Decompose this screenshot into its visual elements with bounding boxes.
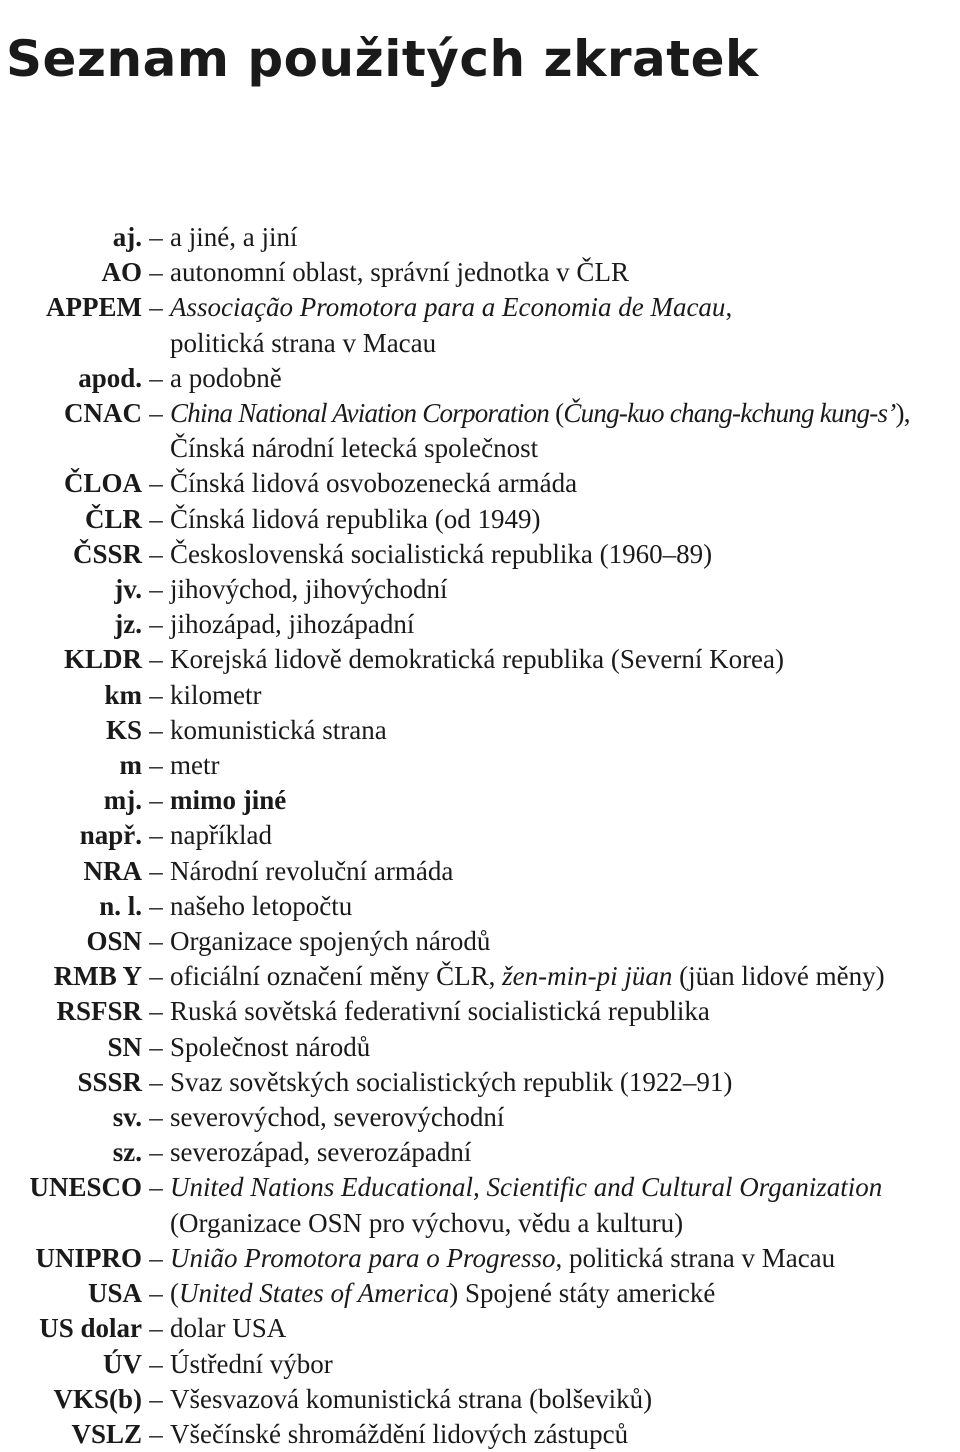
abbreviation-definition: autonomní oblast, správní jednotka v ČLR [170,257,629,288]
abbreviation-definition: a podobně [170,362,282,393]
abbreviation-separator: – [149,1102,163,1133]
abbreviation-definition: Československá socialistická republika (1960–89) [170,538,713,569]
abbreviation-entry [0,1347,960,1382]
abbreviation-entry [0,959,960,994]
abbreviation-entry [0,607,960,642]
abbreviation-definition: Ústřední výbor [170,1348,333,1379]
abbreviation-separator: – [149,1383,163,1414]
abbreviation-entry [0,466,960,501]
abbreviation-entry [0,1276,960,1311]
abbreviation-separator: – [149,1278,163,1309]
definition-continuation: (Organizace OSN pro výchovu, vědu a kulturu) [170,1207,684,1238]
abbreviation-entry [0,396,960,466]
abbreviation-definition: jihovýchod, jihovýchodní [170,574,448,605]
abbreviation-term: km [104,679,142,710]
abbreviation-definition: Organizace spojených národů [170,926,491,957]
abbreviation-separator: – [149,257,163,288]
abbreviation-definition: a jiné, a jiní [170,222,298,252]
abbreviation-entry [0,1100,960,1135]
abbreviation-term: VSLZ [71,1418,142,1449]
abbreviation-definition: Čínská lidová republika (od 1949) [170,503,541,534]
abbreviation-separator: – [149,961,163,992]
abbreviation-entry [0,572,960,607]
abbreviation-term: AO [101,257,142,288]
abbreviation-entry [0,994,960,1029]
abbreviation-entry [0,889,960,924]
abbreviation-separator: – [149,714,163,745]
abbreviation-term: KS [105,714,142,745]
page-title: Seznam použitých zkratek [6,30,759,88]
abbreviation-term: sz. [112,1137,142,1168]
abbreviation-definition [170,959,960,994]
abbreviation-definition: například [170,820,272,851]
abbreviation-separator: – [149,362,163,393]
abbreviation-definition [170,1241,960,1276]
abbreviation-term: CNAC [64,398,142,429]
abbreviation-separator: – [149,679,163,710]
abbreviation-entry [0,290,960,360]
abbreviation-definition: kilometr [170,679,262,710]
abbreviation-term: RMB Y [53,961,142,992]
abbreviation-term: RSFSR [56,996,142,1027]
abbreviation-separator: – [149,890,163,921]
abbreviation-separator: – [149,503,163,534]
abbreviation-entry [0,854,960,889]
abbreviation-separator: – [149,398,163,429]
abbreviation-entry [0,1311,960,1346]
abbreviation-definition: Čínská lidová osvobozenecká armáda [170,468,578,499]
abbreviation-definition: Společnost národů [170,1031,371,1062]
abbreviation-term: aj. [112,222,142,252]
abbreviation-entry [0,783,960,818]
abbreviation-entry [0,220,960,255]
abbreviation-definition: komunistická strana [170,714,387,745]
abbreviation-entry [0,502,960,537]
definition-continuation: politická strana v Macau [170,327,437,358]
definition-fragment: oficiální označení měny ČLR, [170,961,503,992]
abbreviation-entry [0,924,960,959]
abbreviation-entry [0,818,960,853]
abbreviation-list [0,220,960,1452]
abbreviation-separator: – [149,926,163,957]
abbreviation-definition: Národní revoluční armáda [170,855,454,886]
definition-fragment: China National Aviation Corporation [170,398,550,429]
abbreviation-definition: Všečínské shromáždění lidových zástupců [170,1418,629,1449]
abbreviation-definition [170,1276,960,1311]
abbreviation-entry [0,678,960,713]
abbreviation-term: UNIPRO [35,1242,142,1273]
abbreviation-term: n. l. [99,890,142,921]
abbreviation-separator: – [149,750,163,781]
abbreviation-term: apod. [78,362,142,393]
abbreviation-definition: dolar USA [170,1313,287,1344]
definition-fragment: , [725,292,733,323]
abbreviation-entry [0,642,960,677]
definition-fragment: (jüan lidové měny) [672,961,885,992]
abbreviation-definition [170,396,960,466]
abbreviation-separator: – [149,644,163,675]
definition-fragment: mimo jiné [170,785,287,816]
abbreviation-separator: – [149,1172,163,1203]
abbreviation-entry [0,713,960,748]
abbreviation-entry [0,1382,960,1417]
definition-fragment: ), [895,398,910,429]
abbreviation-term: NRA [83,855,142,886]
abbreviation-separator: – [149,1313,163,1344]
abbreviation-entry [0,1241,960,1276]
abbreviation-definition [170,290,960,360]
definition-fragment: Čung-kuo chang-kchung kung-s’ [563,398,896,429]
abbreviation-definition: severozápad, severozápadní [170,1137,472,1168]
abbreviation-definition: metr [170,750,220,781]
abbreviation-definition: našeho letopočtu [170,890,353,921]
abbreviation-entry [0,1030,960,1065]
abbreviation-definition: Svaz sovětských socialistických republik (1922–91) [170,1066,733,1097]
abbreviation-entry [0,1417,960,1452]
definition-fragment: União Promotora para o Progresso [170,1242,556,1273]
abbreviation-separator: – [149,785,163,816]
abbreviation-term: jv. [114,574,142,605]
abbreviation-separator: – [149,1031,163,1062]
definition-continuation: Čínská národní letecká společnost [170,433,539,464]
abbreviation-term: sv. [112,1102,142,1133]
abbreviation-definition: Ruská sovětská federativní socialistická republika [170,996,710,1027]
abbreviation-separator: – [149,538,163,569]
abbreviation-definition [170,1170,960,1240]
abbreviation-entry [0,537,960,572]
abbreviation-term: APPEM [46,292,142,323]
abbreviation-definition: Korejská lidově demokratická republika (Severní Korea) [170,644,785,675]
abbreviation-term: ČLOA [63,468,142,499]
abbreviation-entry [0,1135,960,1170]
abbreviation-separator: – [149,609,163,640]
abbreviation-separator: – [149,468,163,499]
definition-fragment: Associação Promotora para a Economia de Macau [170,292,726,323]
abbreviation-term: US dolar [39,1313,142,1344]
abbreviation-separator: – [149,1348,163,1379]
definition-fragment: ( [549,398,564,429]
abbreviation-term: m [119,750,142,781]
abbreviation-term: např. [79,820,142,851]
abbreviation-separator: – [149,292,163,323]
abbreviation-term: SN [107,1031,142,1062]
abbreviation-separator: – [149,820,163,851]
abbreviation-definition: Všesvazová komunistická strana (bolševiků) [170,1383,653,1414]
abbreviation-term: ÚV [103,1348,142,1379]
abbreviation-entry [0,1065,960,1100]
abbreviation-separator: – [149,1242,163,1273]
abbreviation-definition [170,783,960,818]
abbreviation-term: mj. [103,785,142,816]
definition-fragment: United Nations Educational, Scientific and Cultural Organization [170,1172,883,1203]
abbreviation-separator: – [149,996,163,1027]
abbreviation-entry [0,255,960,290]
abbreviation-separator: – [149,222,163,252]
abbreviation-term: UNESCO [29,1172,142,1203]
definition-fragment: ( [170,1278,179,1309]
abbreviation-term: USA [87,1278,142,1309]
definition-fragment: United States of America [179,1278,450,1309]
abbreviation-term: jz. [114,609,142,640]
abbreviation-term: ČLR [84,503,142,534]
abbreviation-entry [0,1170,960,1240]
definition-fragment: ) Spojené státy americké [449,1278,716,1309]
definition-fragment: , politická strana v Macau [555,1242,836,1273]
definition-fragment: žen-min-pi jüan [502,961,673,992]
abbreviation-separator: – [149,855,163,886]
abbreviation-term: VKS(b) [53,1383,142,1414]
abbreviation-term: KLDR [63,644,142,675]
abbreviation-entry [0,361,960,396]
abbreviation-term: SSSR [77,1066,142,1097]
abbreviation-separator: – [149,1137,163,1168]
abbreviation-separator: – [149,1418,163,1449]
abbreviation-entry [0,748,960,783]
abbreviation-term: OSN [86,926,142,957]
abbreviation-separator: – [149,574,163,605]
abbreviation-definition: jihozápad, jihozápadní [170,609,415,640]
abbreviation-separator: – [149,1066,163,1097]
abbreviation-definition: severovýchod, severovýchodní [170,1102,505,1133]
abbreviation-term: ČSSR [72,538,142,569]
